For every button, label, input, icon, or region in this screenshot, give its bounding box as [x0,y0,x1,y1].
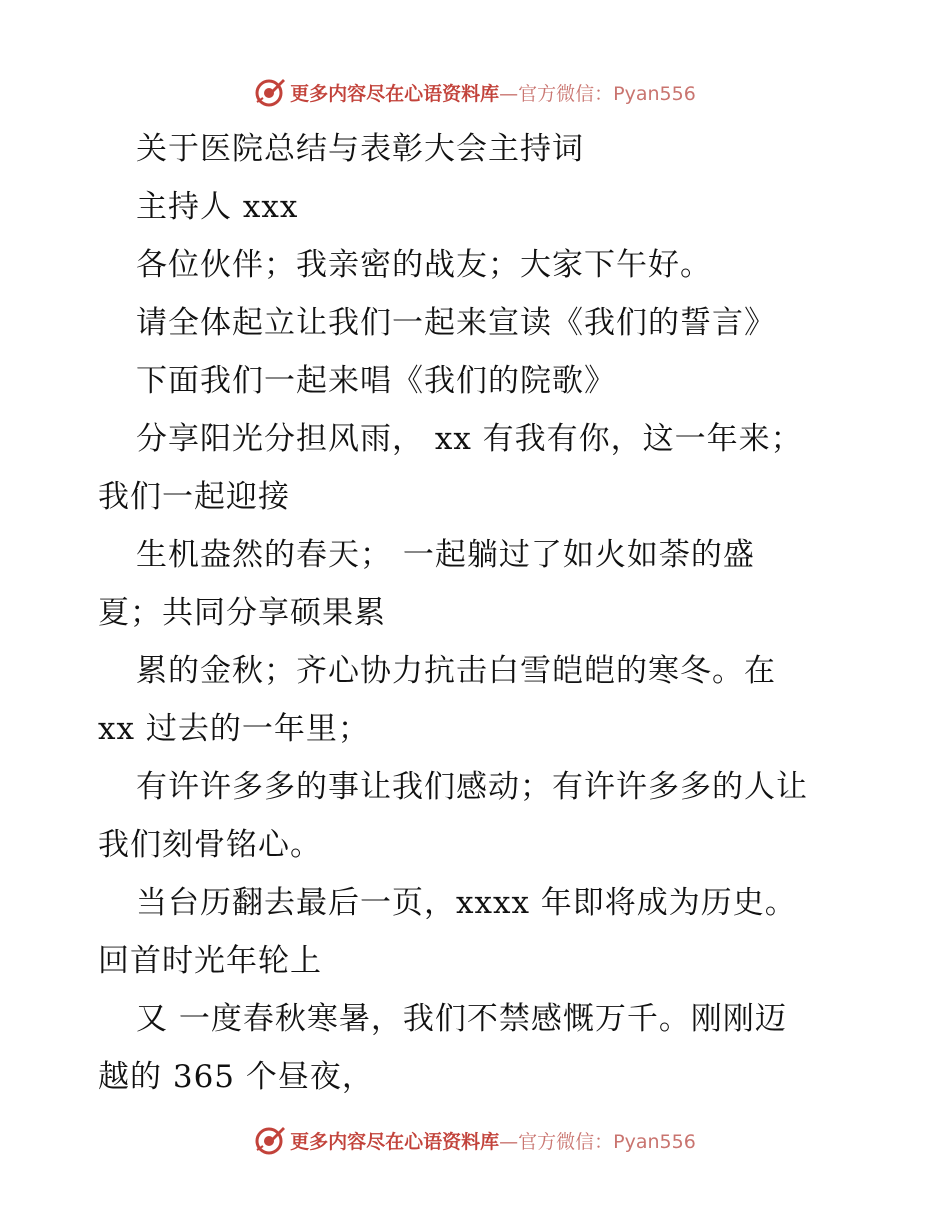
paragraph-line: 回首时光年轮上 [98,943,322,979]
paragraph-line: 生机盎然的春天； 一起躺过了如火如荼的盛 [136,537,755,573]
banner-wechat: 官方微信：Pyan556 [518,1130,696,1153]
host-line: 主持人 xxx [136,189,299,225]
paragraph-line: 分享阳光分担风雨， xx 有我有你，这一年来； [136,421,803,457]
banner-brand: 更多内容尽在心语资料库 [290,82,500,105]
pen-nib-logo-icon [254,76,286,108]
banner-wechat: 官方微信：Pyan556 [518,82,696,105]
paragraph-line: 又 一度春秋寒暑，我们不禁感慨万千。刚刚迈 [136,1001,787,1037]
banner-text [290,1127,696,1154]
banner-text [290,79,696,106]
paragraph-line: xx 过去的一年里； [98,711,370,747]
paragraph-line: 请全体起立让我们一起来宣读《我们的誓言》 [136,305,776,341]
document-title: 关于医院总结与表彰大会主持词 [136,131,584,167]
paragraph-line: 越的 365 个昼夜， [98,1059,374,1095]
paragraph-line: 我们一起迎接 [98,479,290,515]
header-banner [0,72,950,112]
paragraph-line: 当台历翻去最后一页，xxxx 年即将成为历史。 [136,885,797,921]
paragraph-line: 我们刻骨铭心。 [98,827,322,863]
paragraph-line: 下面我们一起来唱《我们的院歌》 [136,363,616,399]
banner-brand: 更多内容尽在心语资料库 [290,1130,500,1153]
pen-nib-logo-icon [254,1124,286,1156]
paragraph-line: 有许许多多的事让我们感动；有许许多多的人让 [136,769,808,805]
footer-banner [0,1120,950,1160]
banner-dash: — [499,82,519,105]
paragraph-line: 累的金秋；齐心协力抗击白雪皑皑的寒冬。在 [136,653,776,689]
paragraph-line: 夏；共同分享硕果累 [98,595,386,631]
paragraph-line: 各位伙伴；我亲密的战友；大家下午好。 [136,247,712,283]
document-body [98,120,858,1106]
banner-dash: — [499,1130,519,1153]
